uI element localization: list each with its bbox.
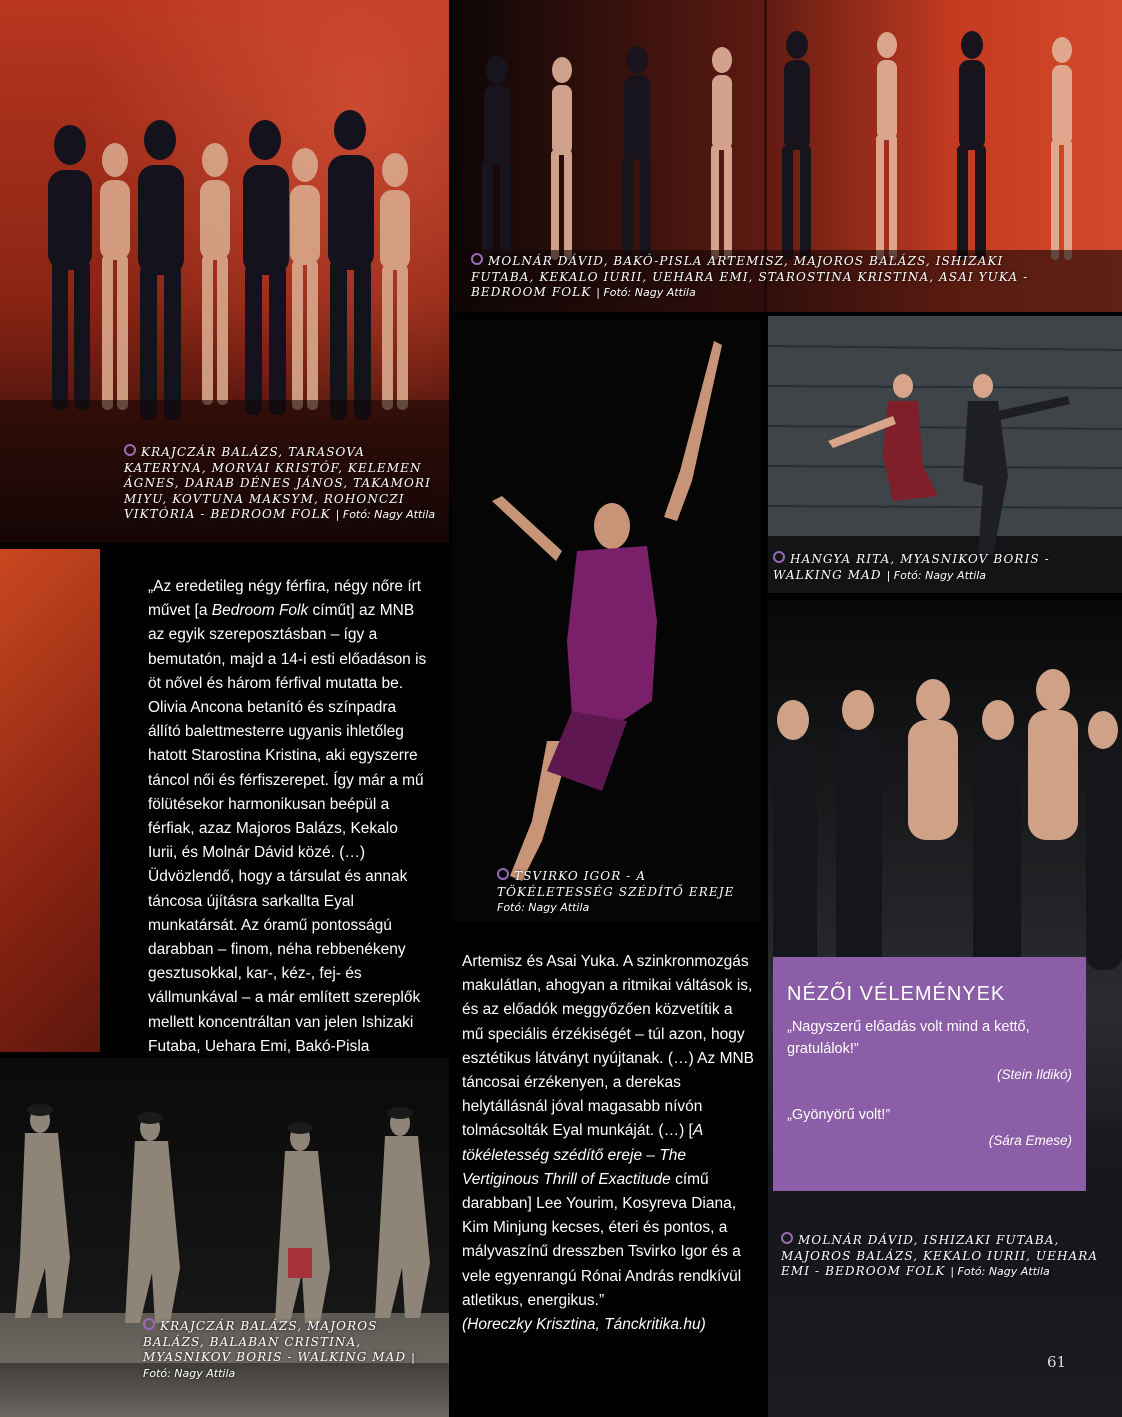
- opinion-quote: „Gyönyörű volt!”: [787, 1107, 891, 1123]
- caption-credit: Fotó: Nagy Attila: [143, 1366, 236, 1380]
- caption-photo6: MOLNÁR DÁVID, ISHIZAKI FUTABA, MAJOROS BALÁZS, KEKALO IURII, UEHARA EMI - BEDROOM FOLK | Fotó: Nagy Attila: [781, 1233, 1099, 1278]
- caption-names: HANGYA RITA, MYASNIKOV BORIS - WALKING MAD: [773, 552, 1050, 582]
- caption-names: KRAJCZÁR BALÁZS, TARASOVA KATERYNA, MORVAI KRISTÓF, KELEMEN ÁGNES, DARAB DÉNES JÁNOS, TAKAMORI MIYU, KOVTUNA MAKSYM, ROHONCZI VIKTÓRIA - BEDROOM FOLK: [124, 445, 431, 521]
- caption-photo1: KRAJCZÁR BALÁZS, TARASOVA KATERYNA, MORVAI KRISTÓF, KELEMEN ÁGNES, DARAB DÉNES JÁNOS, TAKAMORI MIYU, KOVTUNA MAKSYM, ROHONCZI VIKTÓRIA - BEDROOM FOLK | Fotó: Nagy Attila: [124, 445, 436, 521]
- circle-bullet-icon: [497, 868, 509, 880]
- caption-photo3: [497, 868, 762, 916]
- opinion-quote: „Nagyszerű előadás volt mind a kettő, gratulálok!”: [787, 1019, 1030, 1057]
- circle-bullet-icon: [124, 444, 136, 456]
- opinions-heading: NÉZŐI VÉLEMÉNYEK: [787, 983, 1006, 1005]
- circle-bullet-icon: [773, 551, 785, 563]
- caption-names: KRAJCZÁR BALÁZS, MAJOROS BALÁZS, BALABAN CRISTINA, MYASNIKOV BORIS - WALKING MAD: [143, 1319, 407, 1364]
- red-strip-decoration: [0, 549, 100, 1052]
- caption-credit: Fotó: Nagy Attila: [342, 508, 436, 521]
- caption-credit: Fotó: Nagy Attila: [893, 568, 987, 582]
- circle-bullet-icon: [471, 253, 483, 265]
- circle-bullet-icon: [143, 1318, 155, 1330]
- opinion-author: (Stein Ildikó): [996, 1067, 1072, 1082]
- caption-photo2: MOLNÁR DÁVID, BAKÓ-PISLA ARTEMISZ, MAJOROS BALÁZS, ISHIZAKI FUTABA, KEKALO IURII, UEHARA EMI, STAROSTINA KRISTINA, ASAI YUKA - BEDROOM FOLK | Fotó: Nagy Attila: [471, 254, 1029, 299]
- opinion-author: (Sára Emese): [988, 1133, 1072, 1148]
- photo-tsvirko-leap: [452, 321, 761, 922]
- caption-credit: Fotó: Nagy Attila: [497, 901, 590, 914]
- caption-names: MOLNÁR DÁVID, ISHIZAKI FUTABA, MAJOROS BALÁZS, KEKALO IURII, UEHARA EMI - BEDROOM FOLK: [781, 1233, 1099, 1278]
- caption-names: TSVIRKO IGOR - A TÖKÉLETESSÉG SZÉDÍTŐ EREJE: [497, 869, 735, 899]
- viewer-opinions-box: [773, 957, 1086, 1191]
- italic-title: A tökéletesség szédítő ereje – The Vertiginous Thrill of Exactitude: [462, 1122, 703, 1188]
- circle-bullet-icon: [781, 1232, 793, 1244]
- caption-photo4: HANGYA RITA, MYASNIKOV BORIS - WALKING MAD | Fotó: Nagy Attila: [773, 552, 1050, 582]
- article-column-1: „Az eredetileg négy férfira, négy nőre írt művet [a Bedroom Folk címűt] az MNB az egyik szereposztásban – így a bemutatón, majd a 14-i esti előadáson is öt nővel és három férfival mutatta be. Olivia Ancona betanító és színpadra állító balettmesterre ugyanis ihletőleg hatott Starostina Kristina, aki egyszerre táncol női és férfiszerepet. Így már a mű fölütésekor harmonikusan beépül a férfiak, azaz Majoros Balázs, Kekalo Iurii, és Molnár Dávid közé. (…) Üdvözlendő, hogy a társulat és annak táncosa újításra sarkallta Eyal munkatársát. Az óramű pontosságú darabban – finom, néha rebbenékeny gesztusokkal, kar-, kéz-, fej- és vállmunkával – a már említett szereplők mellett koncentráltan van jelen Ishizaki Futaba, Uehara Emi, Bakó-Pisla: [148, 578, 427, 1055]
- caption-photo5: KRAJCZÁR BALÁZS, MAJOROS BALÁZS, BALABAN CRISTINA, MYASNIKOV BORIS - WALKING MAD | Fotó: Nagy Attila: [143, 1319, 415, 1380]
- caption-names: MOLNÁR DÁVID, BAKÓ-PISLA ARTEMISZ, MAJOROS BALÁZS, ISHIZAKI FUTABA, KEKALO IURII, UEHARA EMI, STAROSTINA KRISTINA, ASAI YUKA - BEDROOM FOLK: [471, 254, 1029, 299]
- page-number: 61: [1047, 1353, 1067, 1371]
- article-source: (Horeczky Krisztina, Tánckritika.hu): [462, 1316, 706, 1334]
- caption-credit: Fotó: Nagy Attila: [603, 286, 696, 299]
- article-column-2: Artemisz és Asai Yuka. A szinkronmozgás makulátlan, ahogyan a ritmikai váltások is, és az előadók meggyőzően közvetítik a mű speciális érzékiségét – túl azon, hogy esztétikus látványt nyújtanak. (…) Az MNB táncosai érzékenyen, a derekas helytállásnál jóval magasabb nívón tolmácsolták Eyal munkáját. (…) [A tökéletesség szédítő ereje – The Vertiginous Thrill of Exactitude című darabban] Lee Yourim, Kosyreva Diana, Kim Minjung kecses, éteri és pontos, a mályvaszínű dresszben Tsvirko Igor és a vele egyenrangú Rónai András rendkívül atletikus, energikus.” (Horeczky Krisztina, Tánckritika.hu): [462, 953, 755, 1334]
- caption-credit: Fotó: Nagy Attila: [957, 1265, 1050, 1278]
- italic-title: Bedroom Folk: [211, 602, 309, 620]
